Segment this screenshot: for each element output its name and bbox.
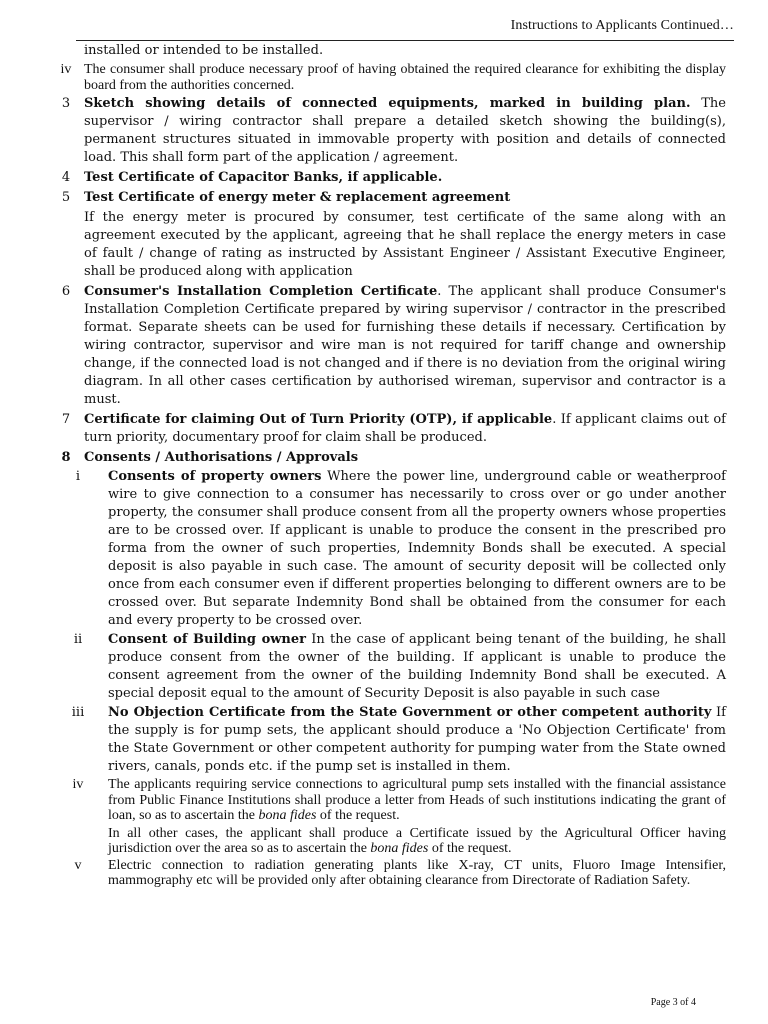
item-number: 5 (61, 190, 71, 205)
bona-fides-italic: bona fides (370, 841, 429, 856)
sub-item-text: In all other cases, the applicant shall produce a Certificate issued by the Agricultural Officer having jurisdiction over the area so as to ascertain the (108, 825, 726, 856)
item-number: iv (60, 62, 72, 77)
item-heading: Consumer's Installation Completion Certificate (84, 284, 438, 299)
sub-item-text: In the case of applicant being tenant of the building, he shall produce consent from the owner of the building. If applicant is unable to produce the consent agreement from the owner of the building Indemnity Bond shall be executed. A special deposit equal to the amount of Security Deposit is also payable in such case (108, 632, 726, 701)
sub-item-text-end: of the request. (428, 841, 512, 856)
item-number: 7 (61, 412, 71, 427)
item-iv-top (48, 62, 726, 93)
item-5 (48, 189, 726, 207)
bona-fides-italic: bona fides (258, 808, 317, 823)
item-text: The consumer shall produce necessary proof of having obtained the required clearance for exhibiting the display board from the authorities concerned. (84, 62, 726, 93)
sub-item-text: The applicants requiring service connections to agricultural pump sets installed with the financial assistance from Public Finance Institutions shall produce a letter from Heads of such institutions indicating the grant of loan, so as to ascertain the (108, 777, 726, 823)
item-8 (48, 449, 726, 467)
item-3 (48, 95, 726, 167)
sub-item-ii (48, 631, 726, 703)
item-number: 6 (61, 284, 71, 299)
sub-item-iii (48, 704, 726, 776)
page-header: Instructions to Applicants Continued… (510, 18, 734, 33)
sub-item-number: v (74, 857, 82, 873)
sub-item-text: Electric connection to radiation generating plants like X-ray, CT units, Fluoro Image Intensifier, mammography etc will be provided only after obtaining clearance from Directorate of Radiation Safety. (108, 857, 726, 888)
continuation-line: installed or intended to be installed. (84, 43, 324, 58)
sub-item-number: i (75, 469, 81, 484)
sub-item-heading: Consents of property owners (108, 469, 322, 484)
sub-item-iv (48, 777, 726, 824)
item-6 (48, 283, 726, 409)
sub-item-text: If the supply is for pump sets, the applicant should produce a 'No Objection Certificate' from the State Government or other competent authority for pumping water from the State owned rivers, canals, ponds etc. if the pump set is installed in them. (108, 705, 726, 774)
item-heading: Test Certificate of Capacitor Banks, if applicable. (84, 170, 443, 185)
item-text: The supervisor / wiring contractor shall prepare a detailed sketch showing the building(s), permanent structures situated in immovable property with position and details of connected load. This shall form part of the application / agreement. (84, 96, 726, 165)
page-number: Page 3 of 4 (650, 997, 696, 1008)
sub-item-text: Where the power line, underground cable or weatherproof wire to give connection to a consumer has necessarily to cross over or go under another property, the consumer shall produce consent from all the property owners whose properties are to be crossed over. If applicant is unable to produce the consent in the prescribed pro forma from the owner of such properties, Indemnity Bonds shall be executed. A special deposit is also payable in such case. The amount of security deposit will be collected only once from each consumer even if different properties belonging to different owners are to be crossed over. But separate Indemnity Bond shall be obtained from the consumer for each and every property to be crossed over. (108, 469, 726, 628)
header-rule (76, 40, 734, 41)
sub-item-i (48, 468, 726, 630)
sub-item-heading: No Objection Certificate from the State Government or other competent authority (108, 705, 712, 720)
item-number: 4 (61, 170, 71, 185)
sub-item-number: ii (73, 632, 83, 647)
item-number: 8 (61, 450, 71, 465)
sub-item-iv-second-para (48, 826, 726, 857)
sub-item-v (48, 858, 726, 889)
item-text: . If applicant claims out of turn priority, documentary proof for claim shall be produced. (84, 412, 726, 445)
sub-item-number: iv (72, 777, 84, 792)
item-number: 3 (61, 96, 71, 111)
document-body (48, 42, 726, 889)
item-5-text: If the energy meter is procured by consumer, test certificate of the same along with an agreement executed by the applicant, agreeing that he shall replace the energy meters in case of fault / change of rating as instructed by Assistant Engineer / Assistant Executive Engineer, shall be produced along with application (84, 210, 726, 279)
item-heading: Certificate for claiming Out of Turn Priority (OTP), if applicable (84, 412, 553, 427)
item-heading: Sketch showing details of connected equipments, marked in building plan. (84, 96, 691, 111)
item-4 (48, 169, 726, 187)
item-heading: Consents / Authorisations / Approvals (84, 450, 359, 465)
item-heading: Test Certificate of energy meter & replacement agreement (84, 190, 511, 205)
sub-item-heading: Consent of Building owner (108, 632, 307, 647)
sub-item-number: iii (71, 705, 85, 720)
item-7 (48, 411, 726, 447)
sub-item-text-end: of the request. (316, 808, 400, 823)
item-text: . The applicant shall produce Consumer's Installation Completion Certificate prepared by wiring supervisor / contractor in the prescribed format. Separate sheets can be used for furnishing these details if necessary. Certification by wiring contractor, supervisor and wire man is not required for tariff change and ownership change, if the connected load is not changed and if there is no deviation from the original wiring diagram. In all other cases certification by authorised wireman, supervisor and contractor is a must. (84, 284, 726, 407)
